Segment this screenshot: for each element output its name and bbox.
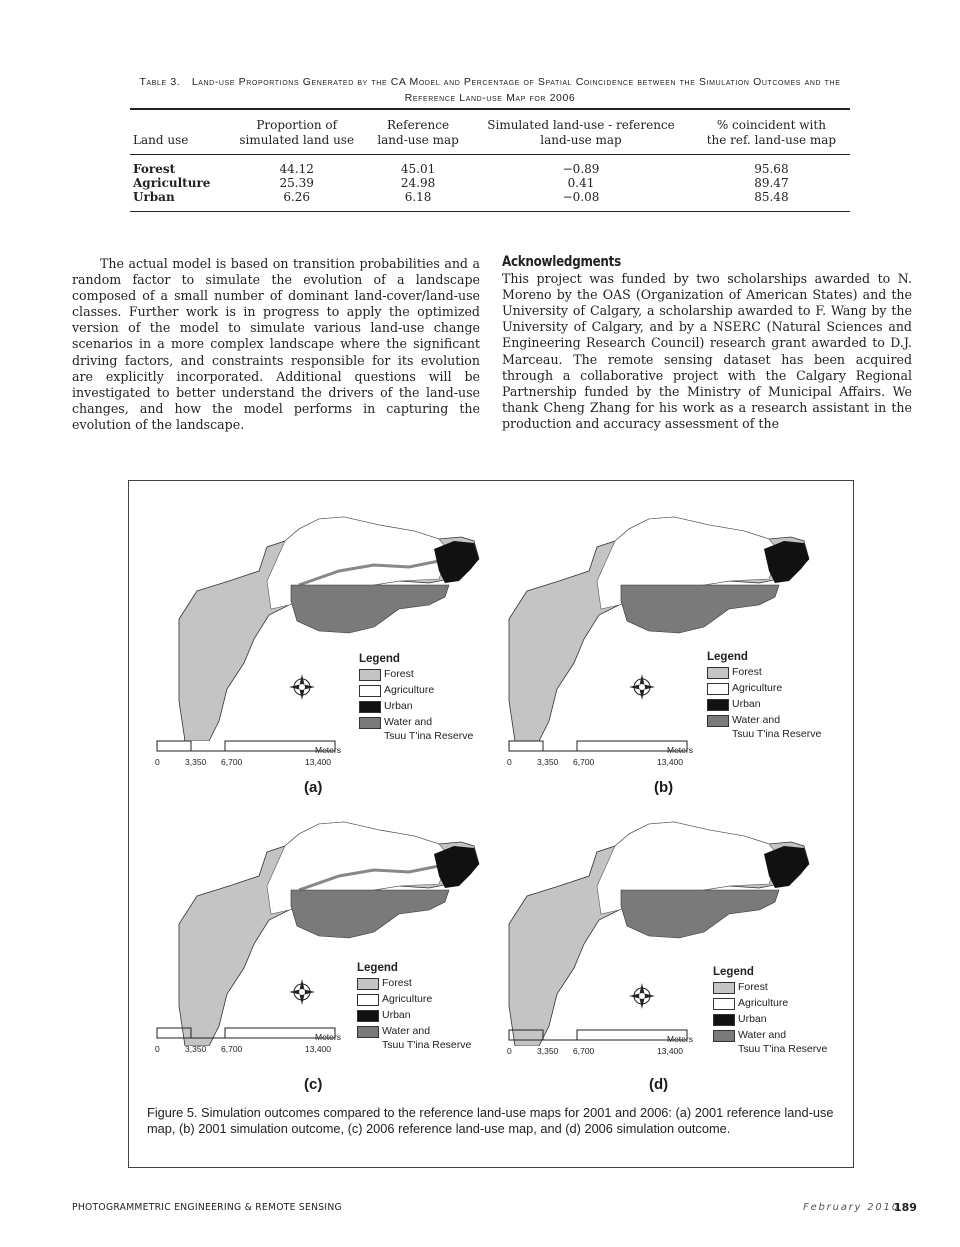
compass-icon: [289, 674, 315, 700]
cell-difference: 0.41: [567, 176, 595, 190]
land-use-proportions-table: [130, 108, 850, 212]
header-coincident: % coincident with the ref. land-use map: [706, 118, 837, 147]
legend-item: Forest: [359, 667, 473, 683]
cell-coincident: 89.47: [754, 176, 789, 190]
map-legend: [357, 962, 471, 1052]
cell-proportion: 44.12: [279, 162, 314, 176]
left-column: [72, 256, 480, 433]
map-legend: [707, 651, 821, 741]
cell-land-use: Agriculture: [133, 176, 211, 190]
legend-title: Legend: [359, 653, 400, 665]
cell-reference: 6.18: [404, 190, 432, 204]
map-panel-c: Legend Forest Agriculture Urban Water and Tsuu T'ina Reserve Meters 0 3,350 6,700 13,400 (c): [149, 806, 509, 1106]
map-panel-a: Legend Forest Agriculture Urban Water and Tsuu T'ina Reserve Meters 0 3,350 6,700 13,400 (a): [149, 501, 509, 801]
legend-title: Legend: [357, 962, 398, 974]
legend-item: Agriculture: [357, 992, 471, 1008]
compass-icon: [629, 674, 655, 700]
cell-reference: 45.01: [400, 162, 436, 176]
map-legend: [359, 653, 473, 743]
panel-label: (c): [304, 1076, 323, 1093]
cell-land-use: Urban: [133, 190, 175, 204]
legend-item: Agriculture: [707, 681, 821, 697]
compass-icon: [629, 983, 655, 1009]
table-header-row: [130, 109, 850, 155]
legend-item: Urban: [713, 1012, 827, 1028]
header-land-use: Land use: [133, 133, 189, 147]
cell-reference: 24.98: [400, 176, 436, 190]
legend-item: Forest: [357, 976, 471, 992]
legend-item: Water and Tsuu T'ina Reserve: [707, 713, 821, 741]
legend-item: Forest: [707, 665, 821, 681]
legend-item: Agriculture: [713, 996, 827, 1012]
table-caption-text: Land-use Proportions Generated by the CA Model and Percentage of Spatial Coincidence between the Simulation Outcomes and the Reference Land-use Map for 2006: [191, 76, 841, 104]
table-row: [130, 155, 850, 177]
cell-difference: −0.08: [562, 190, 600, 204]
table-row: [130, 190, 850, 212]
panel-label: (d): [649, 1076, 669, 1093]
page-number: 189: [894, 1201, 917, 1214]
body-paragraph: The actual model is based on transition probabilities and a random factor to simulate the evolution of a landscape composed of a small number of dominant land-cover/land-use classes. Further work is in progress to apply the optimized version of the model to simulate various land-use change scenarios in a more complex landscape where the significant driving factors, and constraints responsible for its evolution are explicitly incorporated. Additional questions will be investigated to better understand the drivers of the land-use changes, and how the model performs in capturing the evolution of the landscape.: [72, 256, 480, 432]
compass-icon: [289, 979, 315, 1005]
legend-item: Urban: [357, 1008, 471, 1024]
cell-land-use: Forest: [133, 162, 176, 176]
acknowledgments-heading: Acknowledgments: [502, 254, 621, 270]
legend-item: Water and Tsuu T'ina Reserve: [357, 1024, 471, 1052]
footer-journal-name: PHOTOGRAMMETRIC ENGINEERING & REMOTE SENSING: [72, 1202, 342, 1213]
cell-coincident: 95.68: [754, 162, 789, 176]
table-row: [130, 176, 850, 190]
right-column: [502, 254, 912, 432]
panel-label: (a): [304, 779, 323, 796]
map-panel-d: Legend Forest Agriculture Urban Water and Tsuu T'ina Reserve Meters 0 3,350 6,700 13,400 (d): [499, 806, 859, 1106]
cell-difference: −0.89: [562, 162, 600, 176]
footer-date: February 2010: [803, 1202, 900, 1213]
figure-caption: Figure 5. Simulation outcomes compared to the reference land-use maps for 2001 and 2006: (a) 2001 reference land-use map, (b) 2001 simulation outcome, (c) 2006 reference land-use map, and (d) 2006 simulation outcome.: [147, 1105, 834, 1136]
reserve-area: [621, 585, 779, 633]
legend-title: Legend: [707, 651, 748, 663]
reserve-area: [291, 890, 449, 938]
table-caption: [130, 74, 850, 106]
reserve-area: [291, 585, 449, 633]
legend-item: Water and Tsuu T'ina Reserve: [713, 1028, 827, 1056]
header-difference: Simulated land-use - reference land-use map: [487, 118, 675, 147]
map-legend: [713, 966, 827, 1056]
legend-title: Legend: [713, 966, 754, 978]
header-proportion: Proportion of simulated land use: [239, 118, 355, 147]
legend-item: Agriculture: [359, 683, 473, 699]
reserve-area: [621, 890, 779, 938]
legend-item: Water and Tsuu T'ina Reserve: [359, 715, 473, 743]
legend-item: Urban: [707, 697, 821, 713]
acknowledgments-text: This project was funded by two scholarships awarded to N. Moreno by the OAS (Organization of American States) and the University of Calgary, a scholarship awarded to F. Wang by the University of Calgary, and by a NSERC (Natural Sciences and Engineering Research Council) research grant awarded to D.J. Marceau. The remote sensing dataset has been acquired through a collaborative project with the Calgary Regional Partnership funded by the Ministry of Municipal Affairs. We thank Cheng Zhang for his work as a research assistant in the production and accuracy assessment of the: [502, 271, 912, 431]
legend-item: Urban: [359, 699, 473, 715]
panel-label: (b): [654, 779, 674, 796]
map-panel-b: Legend Forest Agriculture Urban Water and Tsuu T'ina Reserve Meters 0 3,350 6,700 13,400 (b): [499, 501, 859, 801]
cell-proportion: 25.39: [279, 176, 314, 190]
figure-5: [128, 480, 854, 1168]
table-label: Table 3.: [139, 76, 181, 88]
cell-proportion: 6.26: [283, 190, 311, 204]
legend-item: Forest: [713, 980, 827, 996]
header-reference: Reference land-use map: [377, 118, 459, 147]
cell-coincident: 85.48: [754, 190, 789, 204]
